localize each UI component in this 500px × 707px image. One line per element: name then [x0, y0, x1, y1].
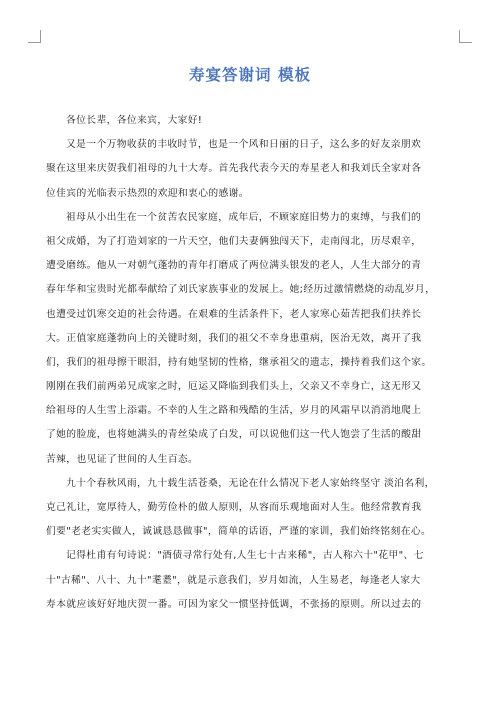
- text-line: 遭受磨练。他从一对朝气蓬勃的青年打磨成了两位满头银发的老人，人生大部分的青: [46, 260, 422, 272]
- text-line: 祖父成婚，为了打造刘家的一片天空，他们夫妻俩独闯天下，走南闯北，历尽艰辛，: [46, 235, 422, 247]
- paragraph: [46, 544, 458, 617]
- document-body: [46, 109, 458, 617]
- paragraph: [46, 472, 458, 545]
- text-line: 祖母从小出生在一个贫苦农民家庭，成年后，不顾家庭旧势力的束缚，与我们的: [66, 211, 422, 223]
- text-line: 克己礼让，宽厚待人，勤劳俭朴的做人原则，从容而乐观地面对人生。他经常教育我: [46, 502, 422, 513]
- text-line: 们要"老老实实做人，诚诚恳恳做事"，简单的话语，严谨的家训，我们始终铭刻在心。: [46, 526, 432, 538]
- text-line: 又是一个万物收获的丰收时节，也是一个风和日丽的日子，这么多的好友亲朋欢: [66, 139, 422, 151]
- text-line: 苦辣，也见证了世间的人生百态。: [46, 453, 199, 465]
- text-line: 寿本就应该好好地庆贺一番。可因为家父一惯坚持低调，不张扬的原则。所以过去的: [46, 598, 422, 610]
- text-line: 也遭受过饥寒交迫的社会待遇。在艰难的生活条件下，老人家寒心茹苦把我们扶养长: [46, 308, 422, 320]
- paragraph: [46, 109, 458, 133]
- text-line: 刚刚在我们前两弟兄成家之时，厄运又降临到我们头上，父亲又不幸身亡，这无形又: [46, 381, 422, 393]
- text-line: 们，我们的祖母擦干眼泪，持有她坚韧的性格，继承祖父的遗志，操持着我们这个家。: [46, 356, 432, 368]
- text-line: 十"古稀"、八十、九十"耄耋"，就是示意我们，岁月如流，人生易老，每逢老人家大: [46, 574, 421, 586]
- text-line: 聚在这里来庆贺我们祖母的九十大寿。首先我代表今天的寿星老人和我刘氏全家对各: [46, 163, 422, 175]
- text-line: 给祖母的人生雪上添霜。不幸的人生之路和残酷的生活，岁月的风霜早以消消地爬上: [46, 405, 422, 417]
- text-line: 了她的脸庞，也将她满头的青丝染成了白发，可以说他们这一代人饱尝了生活的酸甜: [46, 429, 422, 441]
- document-title: 寿宴答谢词 模板: [189, 66, 311, 84]
- text-line: 春年华和宝贵时光都奉献给了刘氏家族事业的发展上。她;经历过激情燃烧的动乱岁月，: [46, 284, 436, 296]
- text-line: 九十个春秋风雨，九十载生活苍桑，无论在什么情况下老人家始终坚守 淡泊名利，: [66, 477, 435, 489]
- text-line: 大。正值家庭蓬勃向上的关键时刻，我们的祖父不幸身患重病，医治无效，离开了我: [46, 332, 422, 344]
- paragraph: [46, 206, 458, 472]
- paragraph: [46, 133, 458, 206]
- crop-mark-top-left: [28, 30, 41, 43]
- text-line: 位佳宾的光临表示热烈的欢迎和衷心的感谢。: [46, 187, 249, 199]
- text-line: 各位长辈，各位来宾，大家好!: [66, 115, 203, 126]
- text-line: 记得杜甫有句诗说："酒债寻常行处有,人生七十古来稀"，古人称六十"花甲"、七: [66, 550, 424, 562]
- crop-mark-top-right: [459, 30, 472, 43]
